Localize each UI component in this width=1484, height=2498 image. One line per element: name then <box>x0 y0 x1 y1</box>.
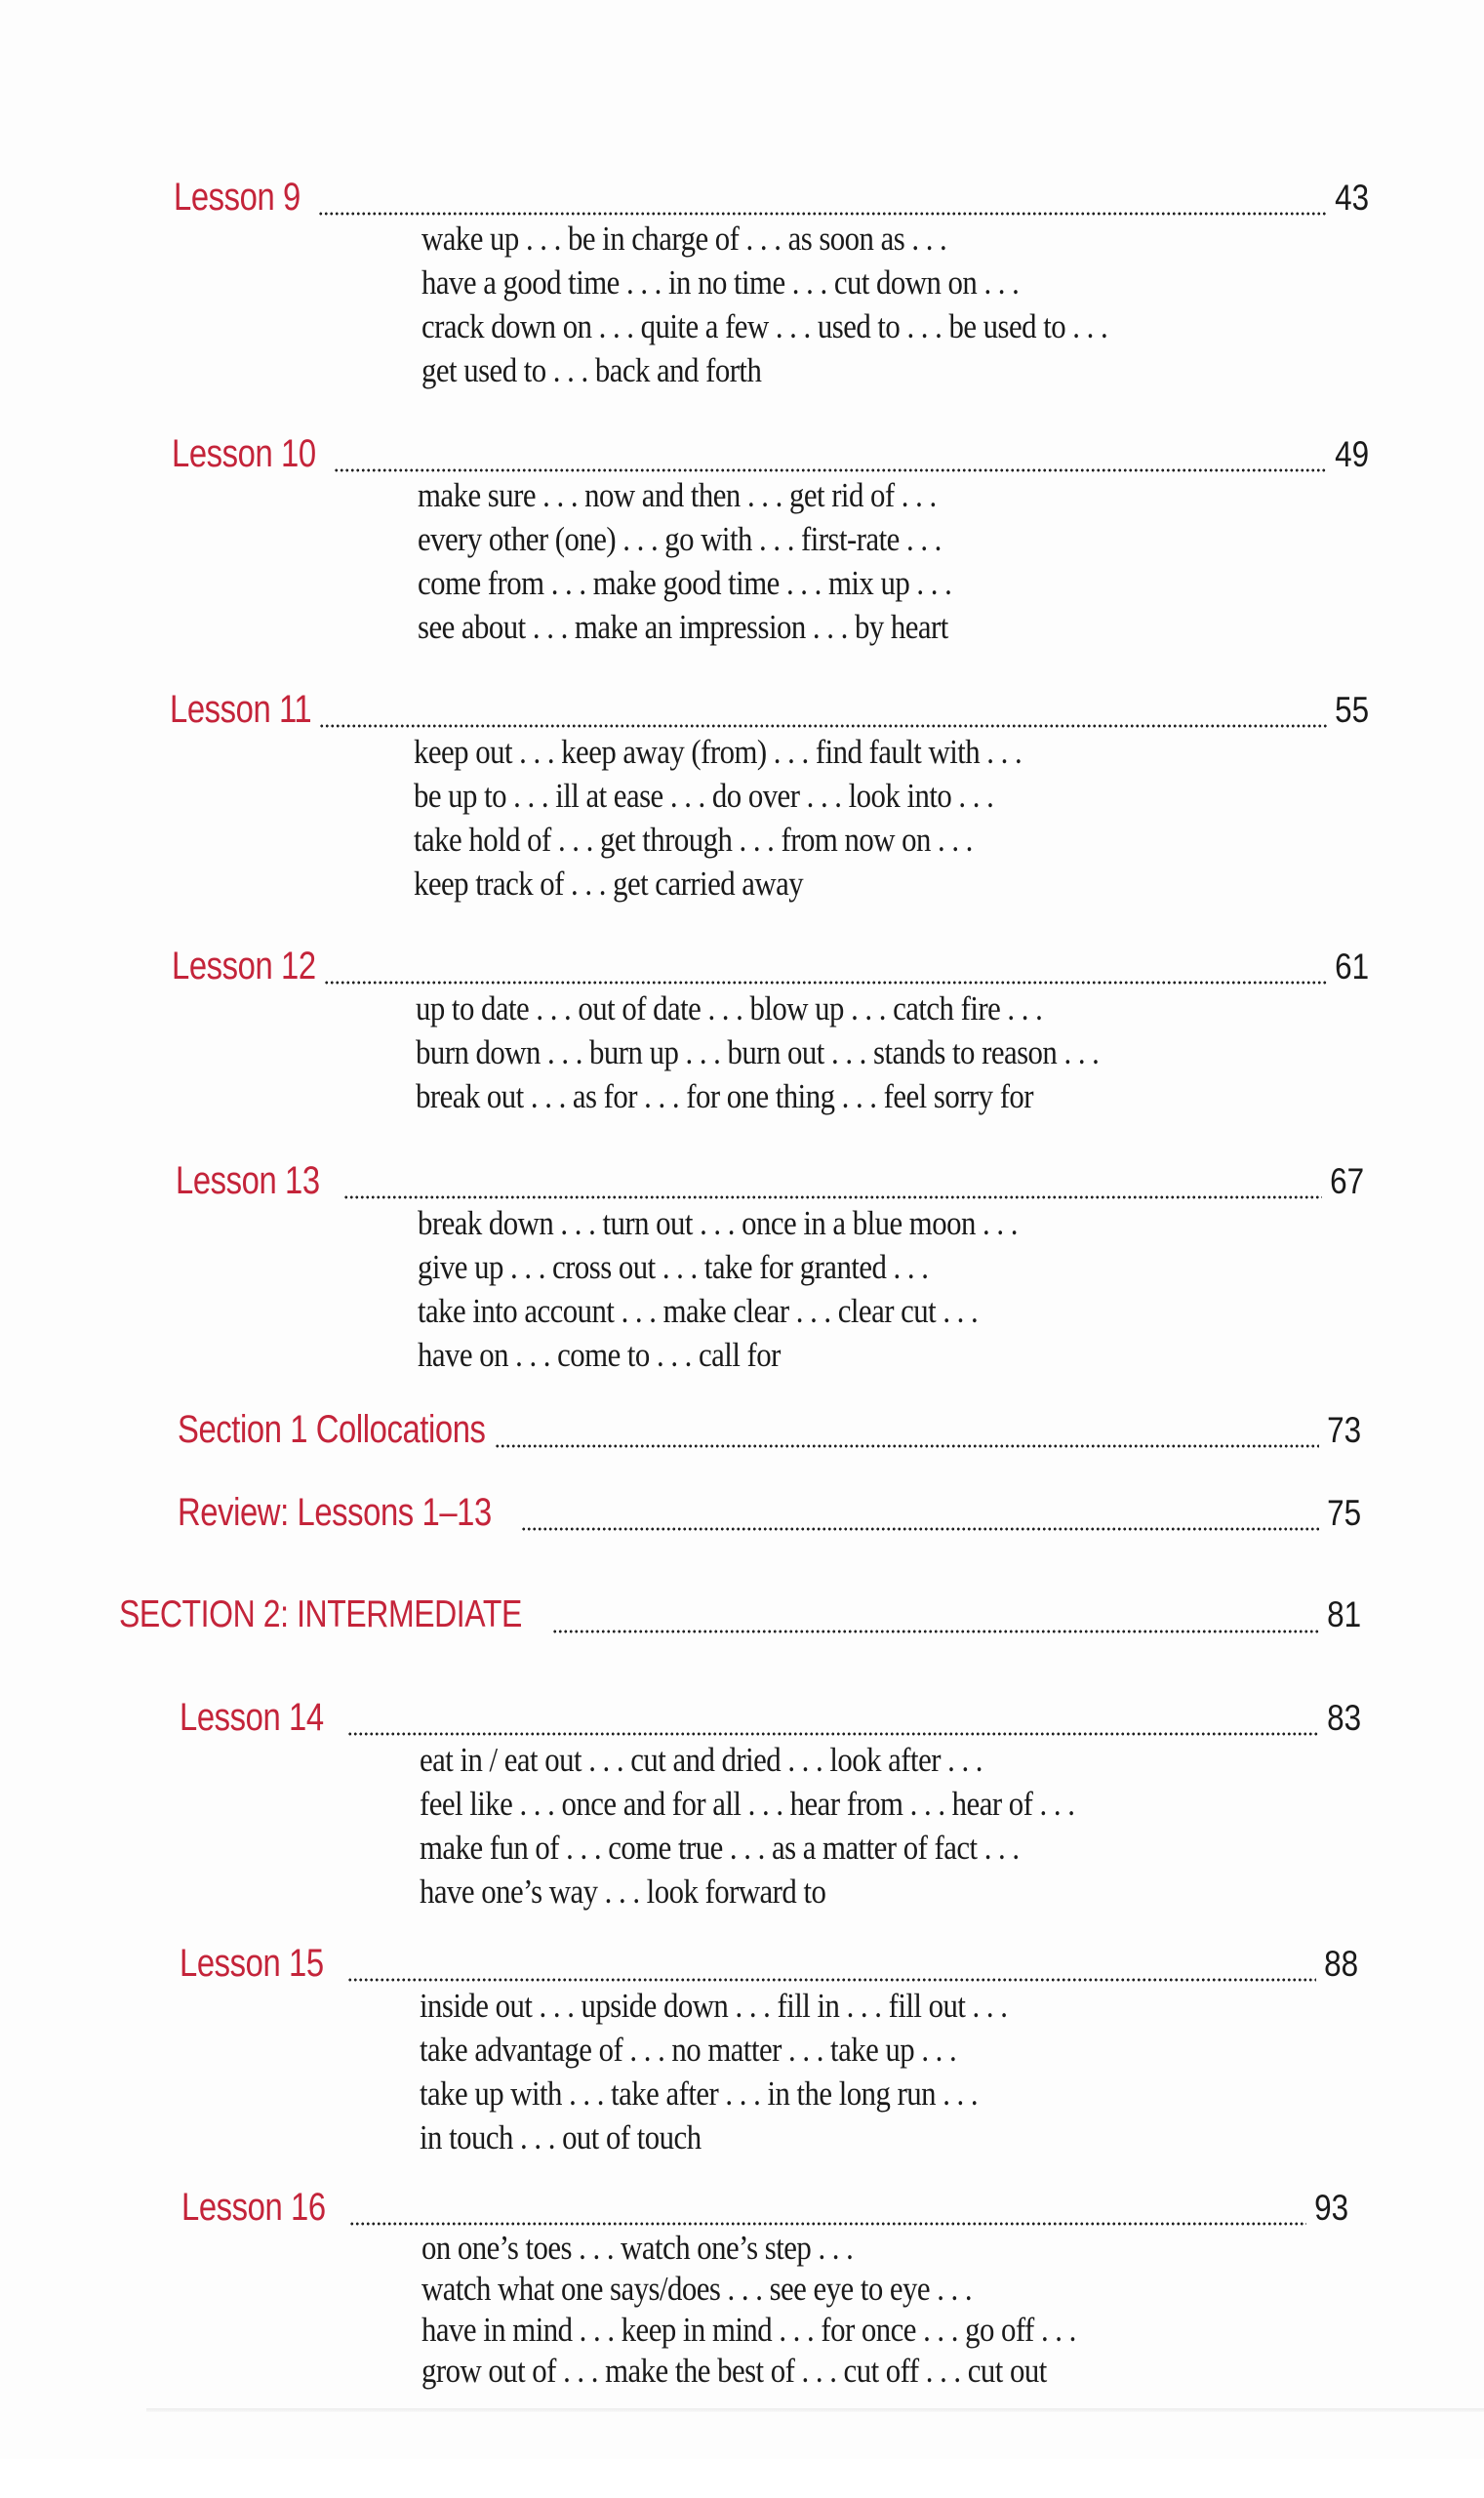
phrase-line: make fun of . . . come true . . . as a matter of fact . . . <box>420 1829 1020 1867</box>
phrase-line: keep out . . . keep away (from) . . . find fault with . . . <box>414 733 1023 771</box>
lesson-title[interactable]: Lesson 15 <box>180 1942 324 1985</box>
dot-leader <box>521 1526 1318 1532</box>
page-number[interactable]: 81 <box>1327 1594 1361 1634</box>
page-number[interactable]: 93 <box>1314 2188 1348 2228</box>
phrase-line: grow out of . . . make the best of . . . cut off . . . cut out <box>421 2352 1047 2390</box>
dot-leader <box>552 1629 1319 1634</box>
page-number[interactable]: 49 <box>1335 434 1369 474</box>
dot-leader <box>347 1977 1316 1983</box>
phrase-line: inside out . . . upside down . . . fill in . . . fill out . . . <box>420 1987 1008 2025</box>
dot-leader <box>319 723 1327 729</box>
phrase-list <box>418 1201 1100 1377</box>
page-number[interactable]: 75 <box>1327 1493 1361 1533</box>
phrase-line: have a good time . . . in no time . . . cut down on . . . <box>421 263 1020 302</box>
phrase-list <box>421 2228 1165 2392</box>
phrase-line: burn down . . . burn up . . . burn out . . . stands to reason . . . <box>416 1033 1100 1071</box>
phrase-line: on one’s toes . . . watch one’s step . . . <box>421 2229 854 2267</box>
page-number[interactable]: 67 <box>1330 1161 1364 1201</box>
phrase-list <box>418 473 1024 649</box>
phrase-line: crack down on . . . quite a few . . . used to . . . be used to . . . <box>421 307 1108 345</box>
phrase-line: give up . . . cross out . . . take for granted . . . <box>418 1248 929 1286</box>
phrase-line: be up to . . . ill at ease . . . do over . . . look into . . . <box>414 777 994 815</box>
phrase-line: eat in / eat out . . . cut and dried . . . look after . . . <box>420 1741 983 1779</box>
phrase-line: wake up . . . be in charge of . . . as soon as . . . <box>421 220 947 258</box>
phrase-line: keep track of . . . get carried away <box>414 865 804 903</box>
phrase-list <box>420 1738 1164 1914</box>
phrase-line: in touch . . . out of touch <box>420 2118 702 2156</box>
phrase-line: break out . . . as for . . . for one thing . . . feel sorry for <box>416 1077 1034 1115</box>
phrase-list <box>414 730 1104 906</box>
phrase-line: take hold of . . . get through . . . from now on . . . <box>414 821 973 859</box>
page-number[interactable]: 61 <box>1335 947 1369 987</box>
lesson-title[interactable]: Lesson 13 <box>176 1159 320 1202</box>
phrase-list <box>420 1984 1088 2159</box>
phrase-line: watch what one says/does . . . see eye to eye . . . <box>421 2270 973 2308</box>
dot-leader <box>347 1731 1319 1737</box>
phrase-list <box>416 987 1192 1118</box>
page-number[interactable]: 43 <box>1335 178 1369 218</box>
page-number[interactable]: 83 <box>1327 1698 1361 1738</box>
phrase-line: get used to . . . back and forth <box>421 351 762 389</box>
item-title[interactable]: Review: Lessons 1–13 <box>178 1491 492 1534</box>
lesson-title[interactable]: Lesson 11 <box>170 688 312 731</box>
phrase-line: every other (one) . . . go with . . . first-rate . . . <box>418 520 942 558</box>
phrase-line: have on . . . come to . . . call for <box>418 1336 781 1374</box>
item-title[interactable]: Section 1 Collocations <box>178 1408 486 1451</box>
dot-leader <box>349 2221 1306 2227</box>
section-title[interactable]: SECTION 2: INTERMEDIATE <box>119 1593 522 1635</box>
phrase-line: see about . . . make an impression . . . by heart <box>418 608 948 646</box>
phrase-list <box>421 217 1201 392</box>
page-bottom-edge <box>146 2408 1484 2412</box>
lesson-title[interactable]: Lesson 16 <box>181 2186 326 2229</box>
phrase-line: make sure . . . now and then . . . get rid of . . . <box>418 476 937 514</box>
phrase-line: take into account . . . make clear . . . clear cut . . . <box>418 1292 979 1330</box>
lesson-title[interactable]: Lesson 10 <box>172 432 316 475</box>
phrase-line: have in mind . . . keep in mind . . . for once . . . go off . . . <box>421 2311 1076 2349</box>
page-number[interactable]: 88 <box>1324 1944 1358 1984</box>
lesson-title[interactable]: Lesson 9 <box>174 176 301 219</box>
dot-leader <box>324 980 1327 986</box>
phrase-line: take advantage of . . . no matter . . . take up . . . <box>420 2031 957 2069</box>
phrase-line: up to date . . . out of date . . . blow up . . . catch fire . . . <box>416 989 1043 1027</box>
dot-leader <box>343 1194 1322 1200</box>
dot-leader <box>495 1443 1319 1449</box>
phrase-line: take up with . . . take after . . . in the long run . . . <box>420 2075 979 2113</box>
page-number[interactable]: 73 <box>1327 1410 1361 1450</box>
lesson-title[interactable]: Lesson 12 <box>172 945 316 987</box>
lesson-title[interactable]: Lesson 14 <box>180 1696 324 1739</box>
phrase-line: feel like . . . once and for all . . . hear from . . . hear of . . . <box>420 1785 1075 1823</box>
phrase-line: have one’s way . . . look forward to <box>420 1873 826 1911</box>
page-number[interactable]: 55 <box>1335 690 1369 730</box>
phrase-line: break down . . . turn out . . . once in a blue moon . . . <box>418 1204 1018 1242</box>
phrase-line: come from . . . make good time . . . mix up . . . <box>418 564 952 602</box>
